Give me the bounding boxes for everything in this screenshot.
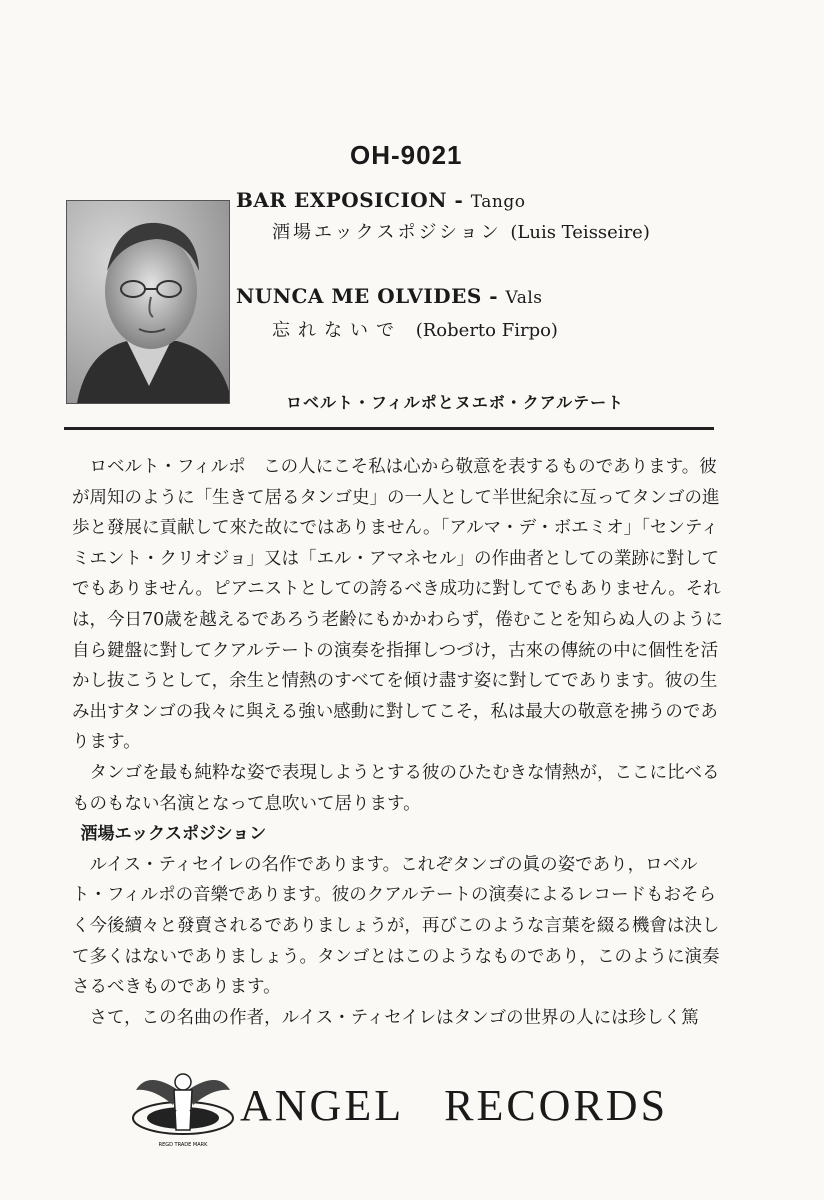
paragraph-1: ロベルト・フィルポ この人にこそ私は心から敬意を表するものであります。彼が周知のように「生きて居るタンゴ史」の一人として半世紀余に亙ってタンゴの進歩と發展に貢献して來た故にではありません。「アルマ・デ・ボエミオ」「センティミエント・クリオジョ」又は「エル・アマネセル」の作曲者としての業跡に對してでもありません。ピアニストとしての誇るべき成功に對してでもありません。それは，今日70歳を越えるであろう老齢にもかかわらず，倦むことを知らぬ人のように自ら鍵盤に對してクアルテートの演奏を指揮しつづけ，古來の傳統の中に個性を活かし抜こうとして，余生と情熱のすべてを傾け盡す姿に對してであります。彼の生み出すタンゴの我々に與える強い感動に對してこそ，私は最大の敬意を拂うのであります。 [72, 457, 723, 753]
track-1-title-line [236, 188, 525, 212]
track-2-title: NUNCA ME OLVIDES [236, 284, 482, 308]
section-paragraph-2: さて，この名曲の作者，ルイス・ティセイレはタンゴの世界の人には珍しく篤 [89, 1007, 699, 1028]
track-1-separator: - [447, 188, 471, 212]
brand-wordmark [240, 1080, 668, 1131]
brand-word-angel: ANGEL [240, 1081, 405, 1130]
track-2-japanese-title: 忘れないで [272, 320, 402, 341]
angel-logo-icon [128, 1060, 238, 1150]
track-1-genre: Tango [470, 192, 526, 212]
section-heading: 酒場エックスポジション [80, 824, 267, 845]
portrait-image [67, 201, 229, 403]
svg-text:REGD TRADE MARK: REGD TRADE MARK [158, 1142, 208, 1148]
brand-word-records: RECORDS [444, 1081, 669, 1130]
catalog-number: OH-9021 [350, 140, 463, 170]
track-2-genre: Vals [505, 288, 543, 308]
divider-rule [64, 427, 714, 430]
section-paragraph-1: ルイス・ティセイレの名作であります。これぞタンゴの眞の姿であり，ロベルト・フィルポの音樂であります。彼のクアルテートの演奏によるレコードもおそらく今後續々と發賣されるでありましょうが，再びこのような言葉を綴る機會は決して多くはないでありましょう。タンゴとはこのようなものであり，このように演奏さるべきものであります。 [72, 854, 720, 998]
artist-name: ロベルト・フィルポとヌエボ・クアルテート [286, 393, 625, 412]
liner-notes [72, 452, 732, 1033]
track-2-title-line [236, 284, 543, 308]
track-2-separator: - [481, 284, 506, 308]
track-1-title: BAR EXPOSICION [236, 188, 448, 212]
paragraph-2: タンゴを最も純粋な姿で表現しようとする彼のひたむきな情熱が，ここに比べるものもない名演となって息吹いて居ります。 [72, 762, 720, 814]
track-2-japanese-line [272, 316, 558, 342]
track-1-composer: (Luis Teisseire) [510, 222, 650, 243]
track-1-japanese-line [272, 218, 650, 244]
track-1-japanese-title: 酒場エックスポジション [272, 222, 502, 243]
artist-portrait [66, 200, 230, 404]
track-2-composer: (Roberto Firpo) [415, 320, 558, 341]
